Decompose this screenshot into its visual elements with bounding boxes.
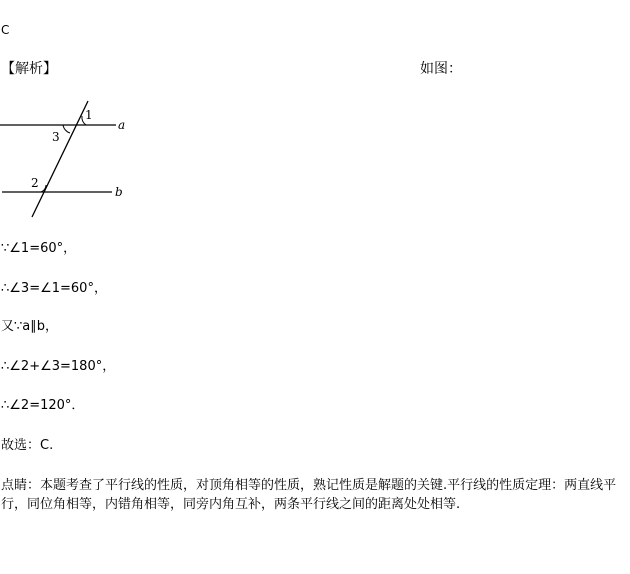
parallel-lines-figure — [0, 95, 140, 224]
transversal-line — [32, 101, 88, 217]
as-shown-text: 如图： — [420, 61, 462, 77]
final-choice: 故选：C. — [1, 438, 54, 453]
angle-3-label: 3 — [52, 130, 60, 144]
solution-step-2: ∴∠3=∠1=60°， — [1, 281, 107, 296]
line-a-label: a — [118, 118, 126, 132]
comment-paragraph: 点睛：本题考查了平行线的性质，对顶角相等的性质，熟记性质是解题的关键.平行线的性质定理：两直线平行，同位角相等，内错角相等，同旁内角互补，两条平行线之间的距离处处相等. — [1, 478, 617, 512]
analysis-heading: 【解析】 — [1, 61, 57, 77]
solution-step-4: ∴∠2+∠3=180°， — [1, 359, 116, 374]
angle-3-arc — [63, 125, 70, 133]
angle-1-label: 1 — [85, 108, 93, 122]
line-b-label: b — [115, 185, 123, 199]
angle-2-label: 2 — [31, 176, 39, 190]
parallel-lines-diagram — [0, 95, 140, 220]
solution-step-1: ∵∠1=60°， — [1, 241, 77, 256]
answer-letter: C — [1, 23, 10, 37]
solution-step-3: 又∵a∥b， — [1, 319, 58, 334]
solution-step-5: ∴∠2=120°． — [1, 398, 85, 413]
